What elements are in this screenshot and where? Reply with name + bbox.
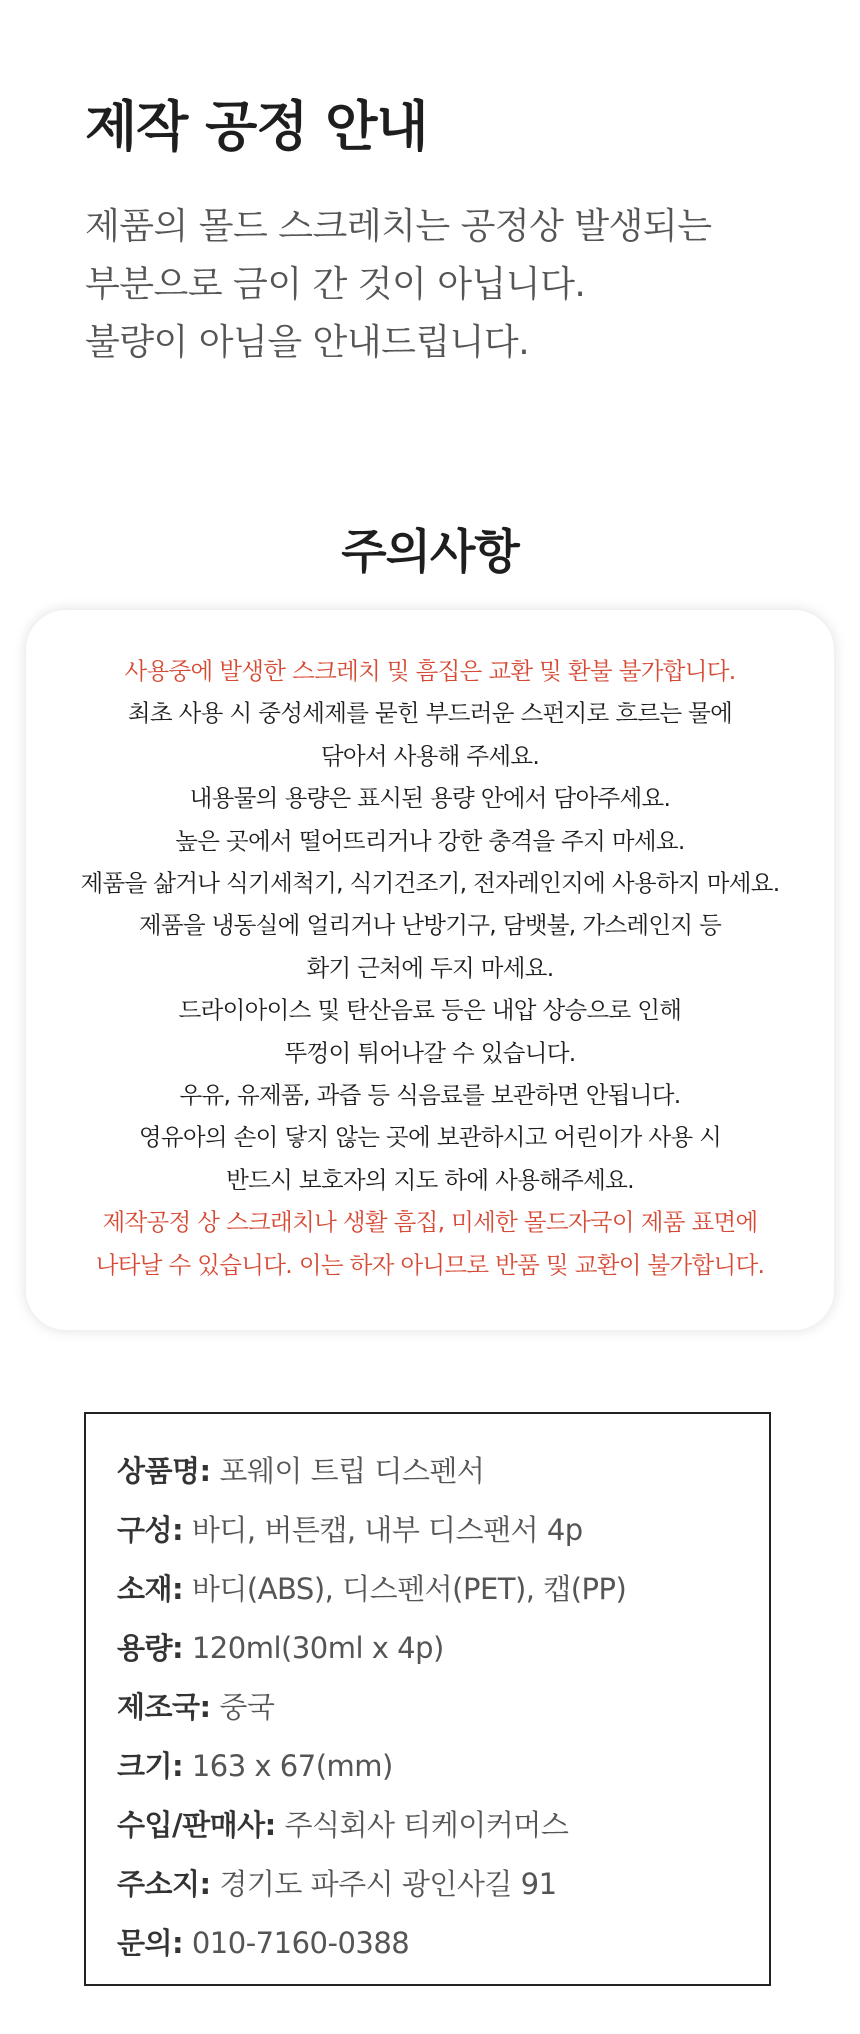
spec-value: 경기도 파주시 광인사길 91 [219,1867,557,1901]
spec-row-contact [117,1914,769,1973]
spec-value: 120ml(30ml x 4p) [191,1631,444,1665]
spec-value: 중국 [219,1690,275,1724]
spec-label: 구성: [117,1513,184,1547]
caution-line: 우유, 유제품, 과즙 등 식음료를 보관하면 안됩니다. [179,1081,681,1110]
process-guide-line: 불량이 아님을 안내드립니다. [85,321,530,363]
spec-value: 바디, 버튼캡, 내부 디스팬서 4p [191,1513,583,1547]
spec-label: 크기: [117,1749,184,1783]
spec-label: 수입/판매사: [117,1808,276,1842]
spec-label: 제조국: [117,1690,211,1724]
spec-row-product-name [117,1442,769,1501]
process-guide-title: 제작 공정 안내 [85,95,428,158]
caution-line: 내용물의 용량은 표시된 용량 안에서 담아주세요. [189,784,671,813]
caution-line: 닦아서 사용해 주세요. [320,741,540,770]
spec-value: 바디(ABS), 디스펜서(PET), 캡(PP) [191,1572,627,1606]
process-guide-line: 부분으로 금이 간 것이 아닙니다. [85,263,586,305]
spec-row-capacity [117,1619,769,1678]
caution-line: 반드시 보호자의 지도 하에 사용해주세요. [226,1165,634,1194]
product-spec-table [84,1412,771,1986]
spec-value: 010-7160-0388 [191,1926,410,1960]
caution-line: 드라이아이스 및 탄산음료 등은 내압 상승으로 인해 [178,996,682,1025]
spec-row-address [117,1855,769,1914]
caution-line: 화기 근처에 두지 마세요. [306,953,554,982]
process-guide-line: 제품의 몰드 스크레치는 공정상 발생되는 [85,205,712,247]
caution-line: 제작공정 상 스크래치나 생활 흠집, 미세한 몰드자국이 제품 표면에 [102,1208,758,1237]
spec-row-material [117,1560,769,1619]
process-guide-section [85,95,805,372]
caution-line: 영유아의 손이 닿지 않는 곳에 보관하시고 어린이가 사용 시 [138,1123,722,1152]
caution-line: 최초 사용 시 중성세제를 묻힌 부드러운 스펀지로 흐르는 물에 [127,699,733,728]
spec-label: 상품명: [117,1454,211,1488]
spec-value: 포웨이 트립 디스펜서 [219,1454,485,1488]
spec-row-composition [117,1501,769,1560]
spec-value: 주식회사 티케이커머스 [284,1808,569,1842]
spec-label: 용량: [117,1631,184,1665]
caution-list [26,650,834,1286]
caution-line: 제품을 냉동실에 얼리거나 난방기구, 담뱃불, 가스레인지 등 [138,911,722,940]
spec-row-size [117,1737,769,1796]
spec-value: 163 x 67(mm) [191,1749,393,1783]
caution-line: 뚜껑이 튀어나갈 수 있습니다. [284,1038,576,1067]
caution-line: 제품을 삶거나 식기세척기, 식기건조기, 전자레인지에 사용하지 마세요. [80,869,780,898]
spec-row-seller [117,1796,769,1855]
process-guide-description [85,198,805,372]
caution-line: 높은 곳에서 떨어뜨리거나 강한 충격을 주지 마세요. [175,826,685,855]
caution-line: 나타날 수 있습니다. 이는 하자 아니므로 반품 및 교환이 불가합니다. [95,1250,765,1279]
caution-card [26,610,834,1330]
spec-label: 문의: [117,1926,184,1960]
spec-row-origin [117,1678,769,1737]
caution-line: 사용중에 발생한 스크레치 및 흠집은 교환 및 환불 불가합니다. [124,657,736,685]
spec-label: 주소지: [117,1867,211,1901]
caution-title: 주의사항 [341,525,519,580]
spec-label: 소재: [117,1572,184,1606]
